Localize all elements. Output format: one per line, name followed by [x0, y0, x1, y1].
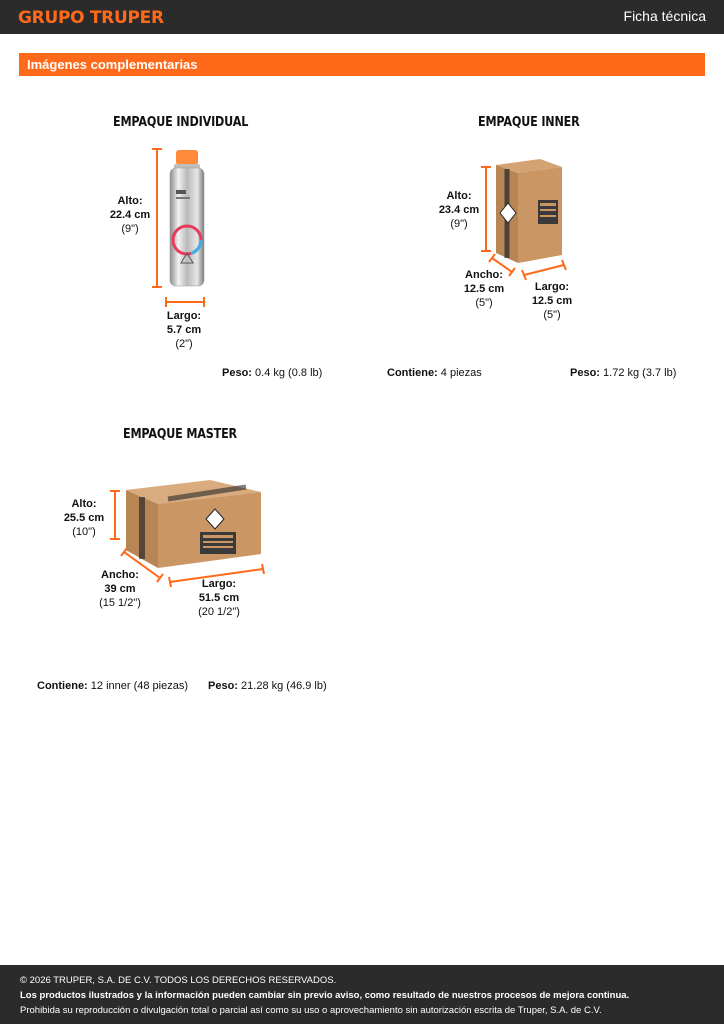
individual-largo-dimension: [158, 309, 210, 351]
spray-can-image: [150, 145, 220, 310]
largo-label: Largo:: [166, 310, 202, 322]
inner-ancho-label: Ancho:: [465, 269, 503, 281]
master-package-title: EMPAQUE MASTER: [123, 427, 237, 442]
master-ancho-cm: 39 cm: [104, 583, 136, 595]
inner-largo-cm: 12.5 cm: [531, 295, 573, 307]
top-bar: [0, 0, 724, 34]
master-largo-cm: 51.5 cm: [198, 592, 240, 604]
master-ancho-dimension: [90, 568, 150, 610]
master-weight: [208, 680, 327, 692]
inner-peso-label: Peso:: [570, 367, 600, 379]
alto-cm: 22.4 cm: [109, 209, 151, 221]
inner-largo-dimension: [525, 280, 579, 322]
master-alto-dimension: [57, 497, 111, 539]
master-ancho-label: Ancho:: [101, 569, 139, 581]
master-peso-label: Peso:: [208, 680, 238, 692]
footer-legal: Prohibida su reproducción o divulgación total o parcial así como su uso o aprovechamiento sin autorización escrita de Truper, S.A. de C.V.: [20, 1005, 602, 1016]
master-contents: [37, 680, 188, 692]
inner-contents: [387, 367, 482, 379]
inner-ancho-cm: 12.5 cm: [463, 283, 505, 295]
individual-weight: [222, 367, 322, 379]
master-contiene-value: 12 inner (48 piezas): [90, 680, 189, 692]
section-header: [19, 53, 705, 76]
inner-alto-cm: 23.4 cm: [438, 204, 480, 216]
largo-inches: (2"): [175, 338, 193, 350]
inner-peso-value: 1.72 kg (3.7 lb): [603, 367, 677, 379]
master-contiene-label: Contiene:: [37, 680, 88, 692]
master-alto-inches: (10"): [72, 526, 96, 538]
inner-alto-label: Alto:: [446, 190, 472, 202]
alto-inches: (9"): [121, 223, 139, 235]
alto-label: Alto:: [117, 195, 143, 207]
individual-package-title: EMPAQUE INDIVIDUAL: [113, 115, 249, 130]
master-alto-label: Alto:: [71, 498, 97, 510]
inner-contiene-value: 4 piezas: [440, 367, 482, 379]
inner-ancho-inches: (5"): [475, 297, 493, 309]
footer-notice: Los productos ilustrados y la información pueden cambiar sin previo aviso, como resultado de nuestros procesos de mejora continua.: [20, 990, 630, 1001]
peso-label: Peso:: [222, 367, 252, 379]
inner-ancho-dimension: [457, 268, 511, 310]
individual-alto-dimension: [104, 194, 156, 236]
inner-largo-label: Largo:: [534, 281, 570, 293]
master-largo-label: Largo:: [201, 578, 237, 590]
inner-alto-inches: (9"): [450, 218, 468, 230]
master-largo-dimension: [188, 577, 250, 619]
inner-alto-dimension: [432, 189, 486, 231]
master-alto-cm: 25.5 cm: [63, 512, 105, 524]
master-peso-value: 21.28 kg (46.9 lb): [241, 680, 327, 692]
master-largo-inches: (20 1/2"): [198, 606, 240, 618]
inner-contiene-label: Contiene:: [387, 367, 438, 379]
master-ancho-inches: (15 1/2"): [99, 597, 141, 609]
footer: [0, 965, 724, 1024]
inner-largo-inches: (5"): [543, 309, 561, 321]
inner-weight: [570, 367, 676, 379]
largo-cm: 5.7 cm: [166, 324, 202, 336]
document-type: Ficha técnica: [623, 8, 706, 24]
inner-box-image: [480, 155, 580, 280]
footer-copyright: © 2026 TRUPER, S.A. DE C.V. TODOS LOS DERECHOS RESERVADOS.: [20, 975, 337, 986]
inner-package-title: EMPAQUE INNER: [478, 115, 580, 130]
peso-value: 0.4 kg (0.8 lb): [255, 367, 323, 379]
brand-logo: GRUPO TRUPER: [18, 8, 164, 28]
section-title: Imágenes complementarias: [27, 57, 198, 72]
